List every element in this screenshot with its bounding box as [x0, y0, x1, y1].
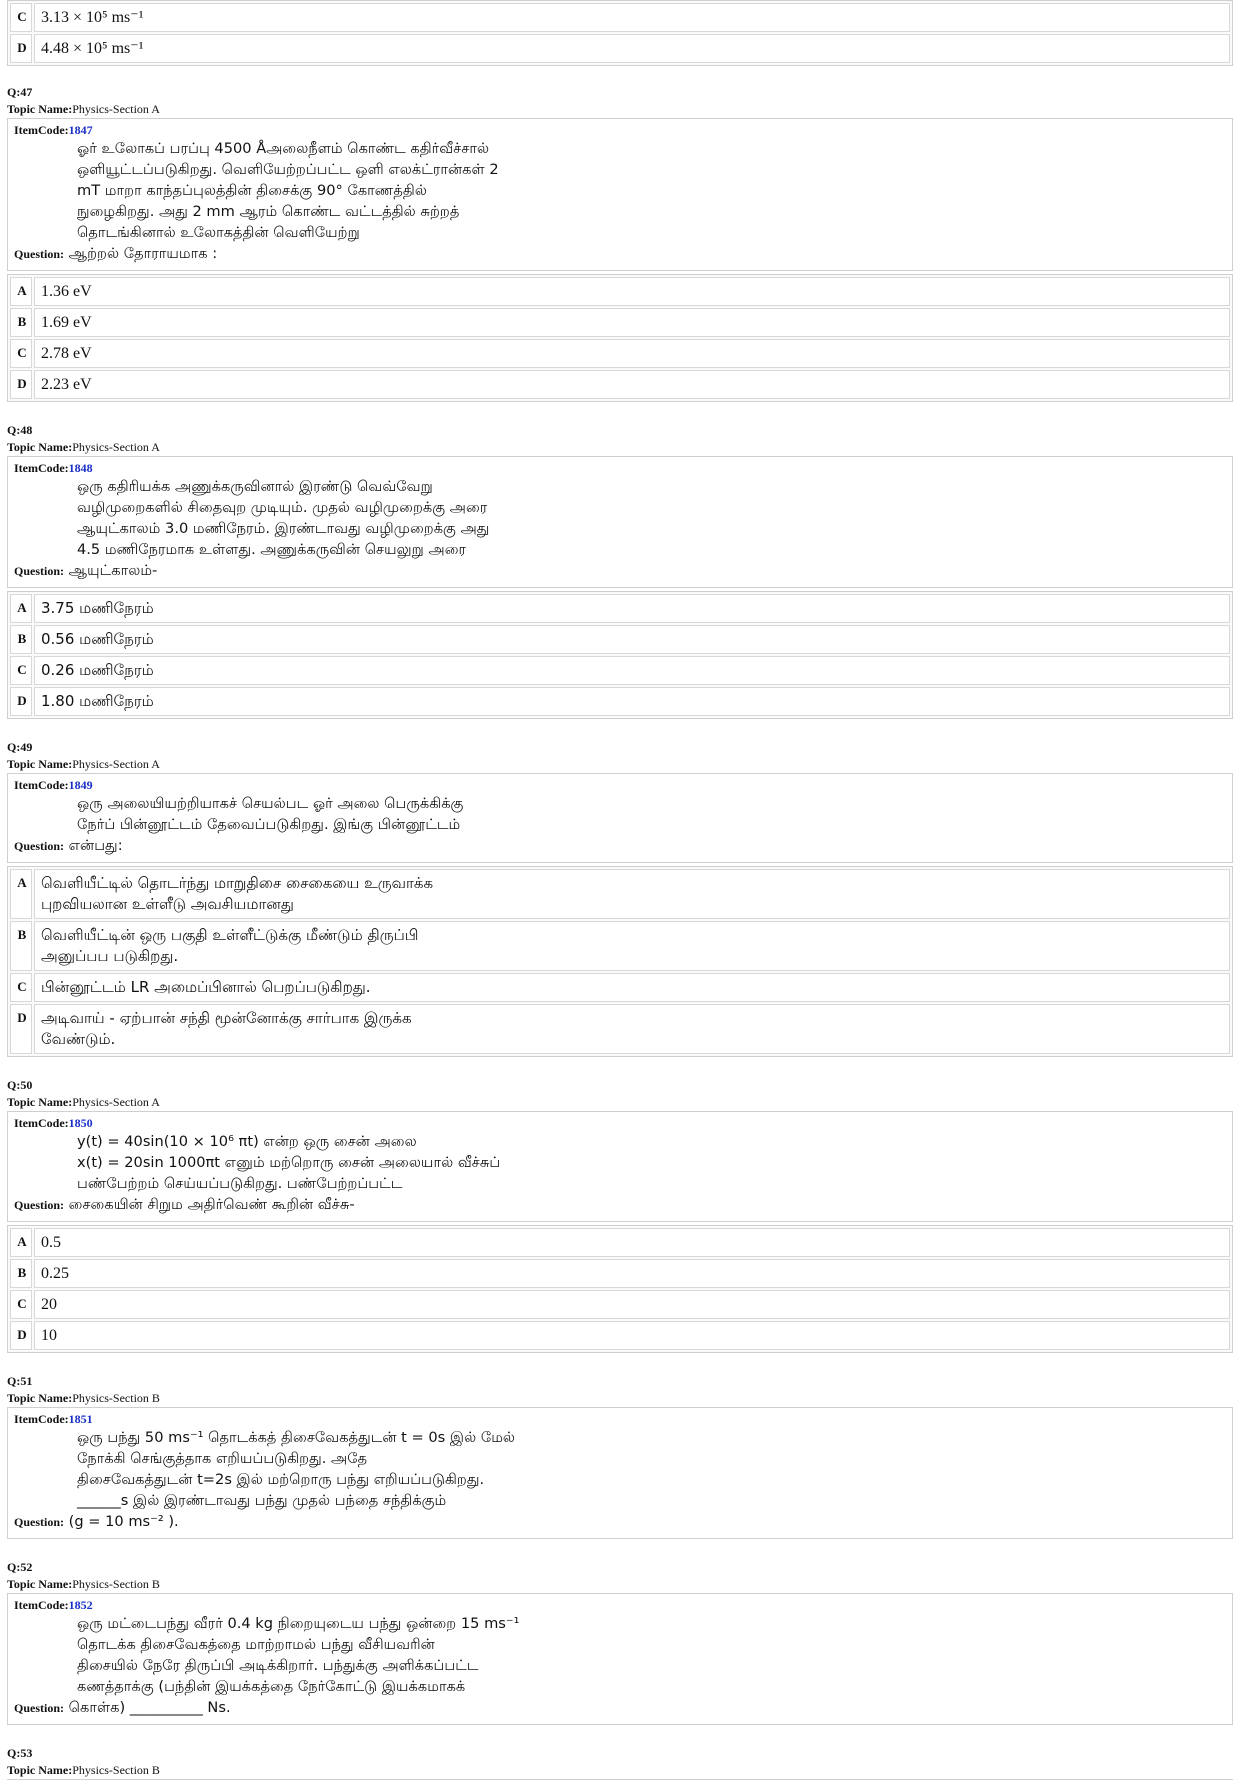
- option-text: 2.78 eV: [34, 339, 1230, 368]
- option-text: 0.26 மணிநேரம்: [34, 656, 1230, 685]
- question-text-line: y(t) = 40sin(10 × 10⁶ πt) என்ற ஒரு சைன் அலை: [77, 1133, 417, 1150]
- option-letter: A: [10, 869, 32, 919]
- question-box-edge: [7, 1779, 1233, 1784]
- option-row[interactable]: [10, 1259, 1230, 1288]
- question-box: [7, 1111, 1233, 1222]
- itemcode-value: 1847: [68, 123, 93, 137]
- question-text-line: ஆயுட்காலம்-: [68, 562, 158, 579]
- option-row[interactable]: [10, 594, 1230, 623]
- option-letter: C: [10, 1290, 32, 1319]
- topic-name: Physics-Section A: [72, 440, 160, 454]
- option-row[interactable]: [10, 1290, 1230, 1319]
- topic-label: Topic Name:: [7, 757, 73, 771]
- question-number: Q:48: [7, 423, 33, 437]
- topic-label: Topic Name:: [7, 102, 73, 116]
- question-number: Q:53: [7, 1746, 33, 1760]
- option-text: 0.56 மணிநேரம்: [34, 625, 1230, 654]
- question-label: Question:: [14, 839, 65, 853]
- topic-name: Physics-Section B: [72, 1577, 160, 1591]
- question-text-line: ஆற்றல் தோராயமாக :: [68, 245, 218, 262]
- option-text: புறவியலான உள்ளீடு அவசியமானது: [41, 895, 294, 913]
- question-header: [7, 1373, 1233, 1407]
- question-number: Q:50: [7, 1078, 33, 1092]
- itemcode-value: 1849: [68, 778, 93, 792]
- question-text-line: கணத்தாக்கு (பந்தின் இயக்கத்தை நேர்கோட்டு இயக்கமாகக்: [77, 1678, 466, 1695]
- option-text: வேண்டும்.: [41, 1030, 116, 1048]
- question-number: Q:51: [7, 1374, 33, 1388]
- option-letter: D: [10, 687, 32, 716]
- option-row[interactable]: [10, 656, 1230, 685]
- option-row[interactable]: [10, 1321, 1230, 1350]
- question-text-line: (g = 10 ms⁻² ).: [68, 1513, 179, 1530]
- option-row[interactable]: [10, 1004, 1230, 1054]
- question-text-line: நுழைகிறது. அது 2 mm ஆரம் கொண்ட வட்டத்தில் சுற்றத்: [77, 203, 460, 220]
- option-text: அனுப்பப படுகிறது.: [41, 947, 179, 965]
- option-letter: C: [10, 656, 32, 685]
- option-row[interactable]: [10, 339, 1230, 368]
- option-row[interactable]: [10, 308, 1230, 337]
- question-number: Q:52: [7, 1560, 33, 1574]
- question-text-line: ஒரு அலையியற்றியாகச் செயல்பட ஓர் அலை பெருக்கிக்கு: [77, 795, 464, 812]
- itemcode-value: 1850: [68, 1116, 93, 1130]
- question-header: [7, 84, 1233, 118]
- option-text: 0.5: [34, 1228, 1230, 1257]
- question-number: Q:47: [7, 85, 33, 99]
- option-letter: B: [10, 921, 32, 971]
- option-letter: B: [10, 308, 32, 337]
- option-row[interactable]: [10, 921, 1230, 971]
- question-header: [7, 1745, 1233, 1779]
- options-table: [7, 274, 1233, 402]
- itemcode-label: ItemCode:: [14, 123, 69, 137]
- question-text-line: தொடங்கினால் உலோகத்தின் வெளியேற்று: [77, 224, 360, 241]
- question-text-line: ஒளியூட்டப்படுகிறது. வெளியேற்றப்பட்ட ஒளி எலக்ட்ரான்கள் 2: [77, 161, 499, 178]
- question-number: Q:49: [7, 740, 33, 754]
- question-paper-page: [7, 0, 1233, 1784]
- previous-question-options: [7, 0, 1233, 66]
- question-text-line: ஒரு பந்து 50 ms⁻¹ தொடக்கத் திசைவேகத்துடன் t = 0s இல் மேல்: [77, 1429, 516, 1446]
- topic-name: Physics-Section A: [72, 757, 160, 771]
- question-header: [7, 1077, 1233, 1111]
- question-text-line: x(t) = 20sin 1000πt எனும் மற்றொரு சைன் அலையால் வீச்சுப்: [77, 1154, 501, 1171]
- question-text-line: நேர்ப் பின்னூட்டம் தேவைப்படுகிறது. இங்கு பின்னூட்டம்: [77, 816, 461, 833]
- topic-label: Topic Name:: [7, 1095, 73, 1109]
- option-letter: A: [10, 594, 32, 623]
- topic-name: Physics-Section A: [72, 102, 160, 116]
- topic-label: Topic Name:: [7, 1763, 73, 1777]
- question-header: [7, 739, 1233, 773]
- option-letter: D: [10, 1321, 32, 1350]
- option-letter: D: [10, 34, 32, 63]
- option-letter: B: [10, 625, 32, 654]
- option-text: 2.23 eV: [34, 370, 1230, 399]
- question-header: [7, 422, 1233, 456]
- itemcode-label: ItemCode:: [14, 778, 69, 792]
- option-letter: A: [10, 1228, 32, 1257]
- topic-label: Topic Name:: [7, 1577, 73, 1591]
- question-text-line: ஓர் உலோகப் பரப்பு 4500 Åஅலைநீளம் கொண்ட கதிர்வீச்சால்: [77, 140, 490, 157]
- option-text: 3.75 மணிநேரம்: [34, 594, 1230, 623]
- question-text-line: சைகையின் சிறும அதிர்வெண் கூறின் வீச்சு-: [68, 1196, 355, 1213]
- question-text-line: ஆயுட்காலம் 3.0 மணிநேரம். இரண்டாவது வழிமுறைக்கு அது: [77, 520, 490, 537]
- question-box: [7, 1407, 1233, 1539]
- topic-name: Physics-Section A: [72, 1095, 160, 1109]
- topic-label: Topic Name:: [7, 1391, 73, 1405]
- options-table: [7, 1225, 1233, 1353]
- option-row[interactable]: [10, 687, 1230, 716]
- option-text: 10: [34, 1321, 1230, 1350]
- itemcode-label: ItemCode:: [14, 461, 69, 475]
- itemcode-label: ItemCode:: [14, 1412, 69, 1426]
- topic-name: Physics-Section B: [72, 1763, 160, 1777]
- option-row[interactable]: [10, 1228, 1230, 1257]
- options-table: [7, 591, 1233, 719]
- option-text: 4.48 × 10⁵ ms⁻¹: [34, 34, 1230, 63]
- question-box: [7, 773, 1233, 863]
- option-row[interactable]: [10, 3, 1230, 32]
- option-text: அடிவாய் - ஏற்பான் சந்தி மூன்னோக்கு சார்பாக இருக்க: [41, 1009, 412, 1027]
- question-text-line: 4.5 மணிநேரமாக உள்ளது. அணுக்கருவின் செயலுறு அரை: [77, 541, 467, 558]
- option-text: 0.25: [34, 1259, 1230, 1288]
- option-row[interactable]: [10, 370, 1230, 399]
- question-label: Question:: [14, 1515, 65, 1529]
- question-text-line: ஒரு கதிரியக்க அணுக்கருவினால் இரண்டு வெவ்வேறு: [77, 478, 433, 495]
- question-label: Question:: [14, 1198, 65, 1212]
- question-text-line: mT மாறா காந்தப்புலத்தின் திசைக்கு 90° கோணத்தில்: [77, 182, 427, 199]
- question-box: [7, 1593, 1233, 1725]
- option-text: வெளியீட்டின் ஒரு பகுதி உள்ளீட்டுக்கு மீண்டும் திருப்பி: [41, 926, 419, 944]
- option-text: வெளியீட்டில் தொடர்ந்து மாறுதிசை சைகையை உருவாக்க: [41, 874, 434, 892]
- itemcode-value: 1852: [68, 1598, 93, 1612]
- option-row[interactable]: [10, 34, 1230, 63]
- option-letter: C: [10, 3, 32, 32]
- question-header: [7, 1559, 1233, 1593]
- option-letter: D: [10, 370, 32, 399]
- question-text-line: என்பது:: [68, 837, 123, 854]
- topic-label: Topic Name:: [7, 440, 73, 454]
- question-text-line: திசைவேகத்துடன் t=2s இல் மற்றொரு பந்து எறியப்படுகிறது.: [77, 1471, 485, 1488]
- question-text-line: வழிமுறைகளில் சிதைவுற முடியும். முதல் வழிமுறைக்கு அரை: [77, 499, 488, 516]
- option-text: 3.13 × 10⁵ ms⁻¹: [34, 3, 1230, 32]
- option-row[interactable]: [10, 869, 1230, 919]
- question-text-line: நோக்கி செங்குத்தாக எறியப்படுகிறது. அதே: [77, 1450, 368, 1467]
- options-table: [7, 866, 1233, 1057]
- question-text-line: பண்பேற்றம் செய்யப்படுகிறது. பண்பேற்றப்பட்ட: [77, 1175, 403, 1192]
- option-text: 20: [34, 1290, 1230, 1319]
- question-label: Question:: [14, 564, 65, 578]
- option-letter: D: [10, 1004, 32, 1054]
- question-box: [7, 456, 1233, 588]
- question-text-line: ஒரு மட்டைபந்து வீரர் 0.4 kg நிறையுடைய பந்து ஒன்றை 15 ms⁻¹: [77, 1615, 520, 1632]
- option-letter: B: [10, 1259, 32, 1288]
- topic-name: Physics-Section B: [72, 1391, 160, 1405]
- option-letter: A: [10, 277, 32, 306]
- question-label: Question:: [14, 247, 65, 261]
- itemcode-label: ItemCode:: [14, 1116, 69, 1130]
- question-text-line: ______s இல் இரண்டாவது பந்து முதல் பந்தை சந்திக்கும்: [77, 1492, 447, 1509]
- option-text: 1.36 eV: [34, 277, 1230, 306]
- itemcode-value: 1851: [68, 1412, 93, 1426]
- option-text: 1.80 மணிநேரம்: [34, 687, 1230, 716]
- option-row[interactable]: [10, 973, 1230, 1002]
- option-letter: C: [10, 339, 32, 368]
- question-text-line: திசையில் நேரே திருப்பி அடிக்கிறார். பந்துக்கு அளிக்கப்பட்ட: [77, 1657, 479, 1674]
- option-text: 1.69 eV: [34, 308, 1230, 337]
- itemcode-value: 1848: [68, 461, 93, 475]
- question-text-line: கொள்க) __________ Ns.: [68, 1699, 231, 1716]
- itemcode-label: ItemCode:: [14, 1598, 69, 1612]
- question-label: Question:: [14, 1701, 65, 1715]
- option-row[interactable]: [10, 625, 1230, 654]
- option-text: பின்னூட்டம் LR அமைப்பினால் பெறப்படுகிறது.: [41, 978, 371, 996]
- question-box: [7, 118, 1233, 271]
- question-text-line: தொடக்க திசைவேகத்தை மாற்றாமல் பந்து வீசியவரின்: [77, 1636, 435, 1653]
- option-letter: C: [10, 973, 32, 1002]
- option-row[interactable]: [10, 277, 1230, 306]
